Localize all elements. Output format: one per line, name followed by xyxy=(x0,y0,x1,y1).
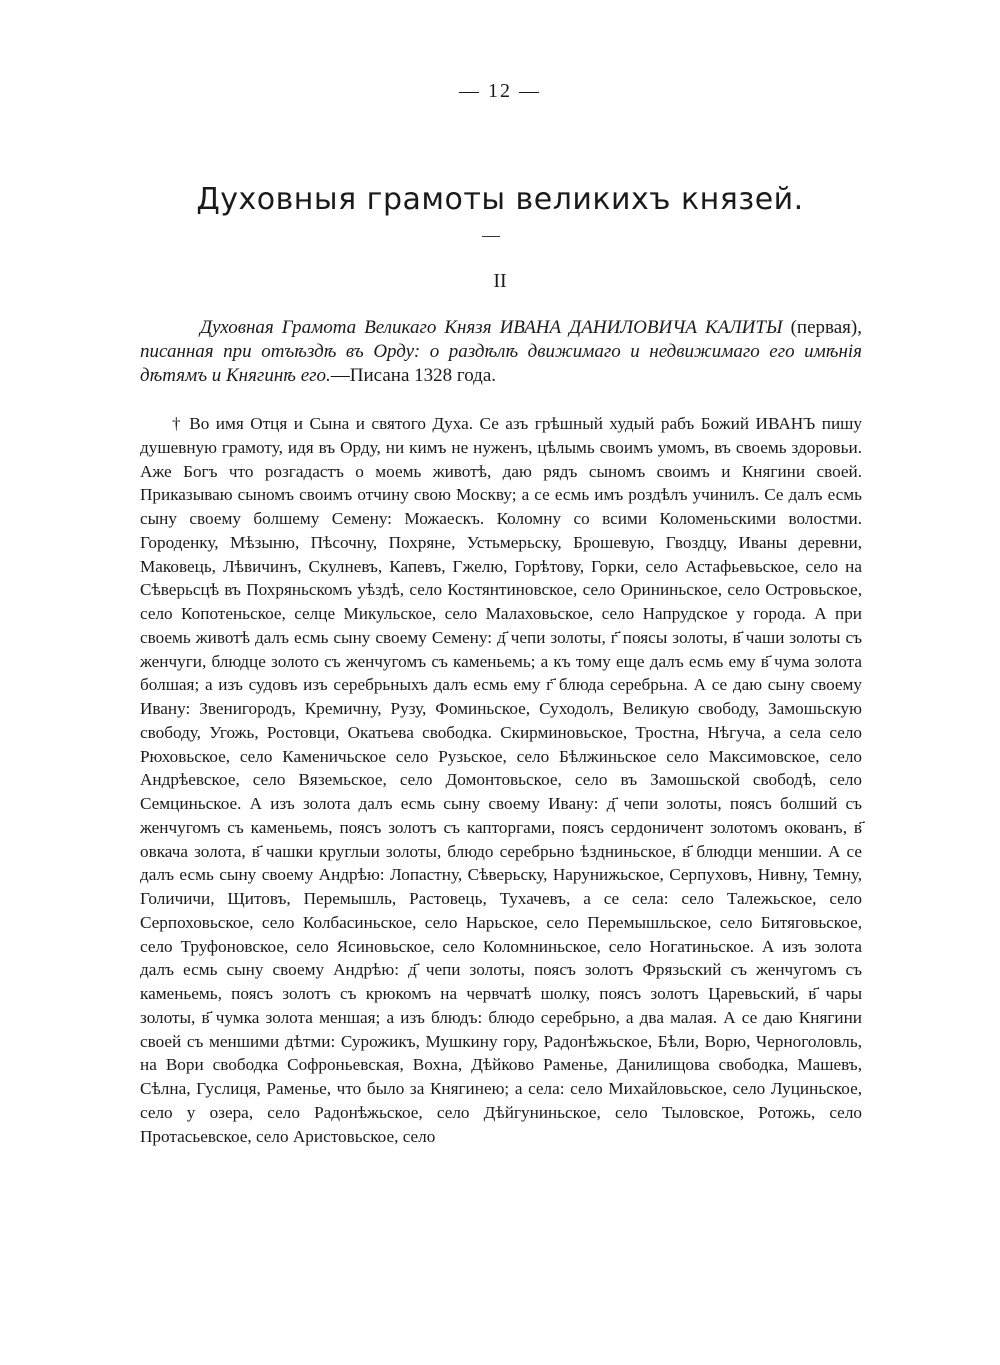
page-number: — 12 — xyxy=(459,80,541,102)
title-divider xyxy=(482,236,500,237)
document-heading xyxy=(140,316,862,388)
section-numeral: II xyxy=(493,270,507,292)
heading-date: —Писана 1328 года. xyxy=(330,365,497,386)
page-title: Духовныя грамоты великихъ князей. xyxy=(196,182,804,217)
heading-title-italic: Духовная Грамота Великаго Князя ИВАНА ДАНИЛОВИЧА КАЛИТЫ xyxy=(200,317,783,338)
heading-description-italic: писанная при отъѣздѣ въ Орду: о раздѣлѣ движимаго и недвижимаго его имѣнія дѣтямъ и Княгинѣ его. xyxy=(140,341,862,386)
heading-note: (первая), xyxy=(782,317,862,338)
body-text: † Во имя Отця и Сына и святого Духа. Се азъ грѣшный худый рабъ Божий ИВАНЪ пишу душевную грамоту, идя въ Орду, ни кимъ не нуженъ, цѣлымь своимъ умомъ, въ своемь здоровьи. Аже Богъ что розгадастъ о моемь животѣ, даю рядъ сыномъ своимъ и Княгини своей. Приказываю сыномъ своимъ отчину свою Москву; а се есмь имъ роздѣлъ учинилъ. Се далъ есмь сыну своему болшему Семену: Можаескъ. Коломну со всими Коломеньскими волостми. Городенку, Мѣзыню, Пѣсочну, Похряне, Устьмерьску, Брошевую, Гвоздцу, Иваны деревни, Маковець, Лѣвичинъ, Скулневъ, Капевъ, Гжелю, Горѣтову, Горки, село Астафьевьское, село на Сѣверьсцѣ въ Похряньскомъ уѣздѣ, село Костянтиновское, село Орининьское, село Островьское, село Копотеньское, селце Микульское, село Малаховьское, село Напрудское у города. А при своемь животѣ далъ есмь сыну своему Семену: д҃ чепи золоты, г҃ поясы золоты, в҃ чаши золоты съ женчуги, блюдце золото съ женчугомъ съ каменьемь; а къ тому еще далъ есмь ему в҃ чума золота болшая; а изъ судовъ изъ серебрьныхъ далъ есмь ему г҃ блюда серебрьна. А се даю сыну своему Ивану: Звенигородъ, Кремичну, Рузу, Фоминьское, Суходолъ, Великую свободу, Замошьскую свободу, Угожь, Ростовци, Окатьева свободка. Скирминовьское, Тростна, Нѣгуча, а села село Рюховьское, село Каменичьское село Рузьское, село Бѣлжиньское село Максимовское, село Андрѣевское, село Вяземьское, село Домонтовьское, село въ Замошьской свободѣ, село Семциньское. А изъ золота далъ есмь сыну своему Ивану: д҃ чепи золоты, поясъ болший съ женчугомъ съ каменьемь, поясъ золотъ съ капторгами, поясъ сердоничент золотомъ окованъ, в҃ овкача золота, в҃ чашки круглыи золоты, блюдо серебрьно ѣздниньское, в҃ блюдци меншии. А се далъ есмь сыну своему Андрѣю: Лопастну, Сѣверьску, Нарунижьское, Серпуховъ, Нивну, Темну, Голичичи, Щитовъ, Перемышль, Растовець, Тухачевъ, а се села: село Талежьское, село Серпоховьское, село Колбасиньское, село Нарьское, село Перемышльское, село Битяговьское, село Труфоновское, село Ясиновьское, село Коломниньское, село Ногатиньское. А изъ золота далъ есмь сыну своему Андрѣю: д҃ чепи золоты, поясъ золотъ Фрязьский съ женчугомъ съ каменьемь, поясъ золотъ съ крюкомъ на червчатѣ шолку, поясъ золотъ Царевьский, в҃ чары золоты, в҃ чумка золота меншая; а изъ блюдъ: блюдо серебрьно, а два малая. А се даю Княгини своей съ меншими дѣтми: Сурожикъ, Мушкину гору, Радонѣжьское, Бѣли, Ворю, Черноголовль, на Вори свободка Софроньевская, Вохна, Дѣйково Раменье, Данилищова свободка, Машевъ, Сѣлна, Гуслиця, Раменье, что было за Княгинею; а села: село Михайловьское, село Луциньское, село у озера, село Радонѣжьское, село Дѣйгуниньское, село Тыловское, Ротожь, село Протасьевское, село Аристовьское, село xyxy=(140,414,862,1146)
